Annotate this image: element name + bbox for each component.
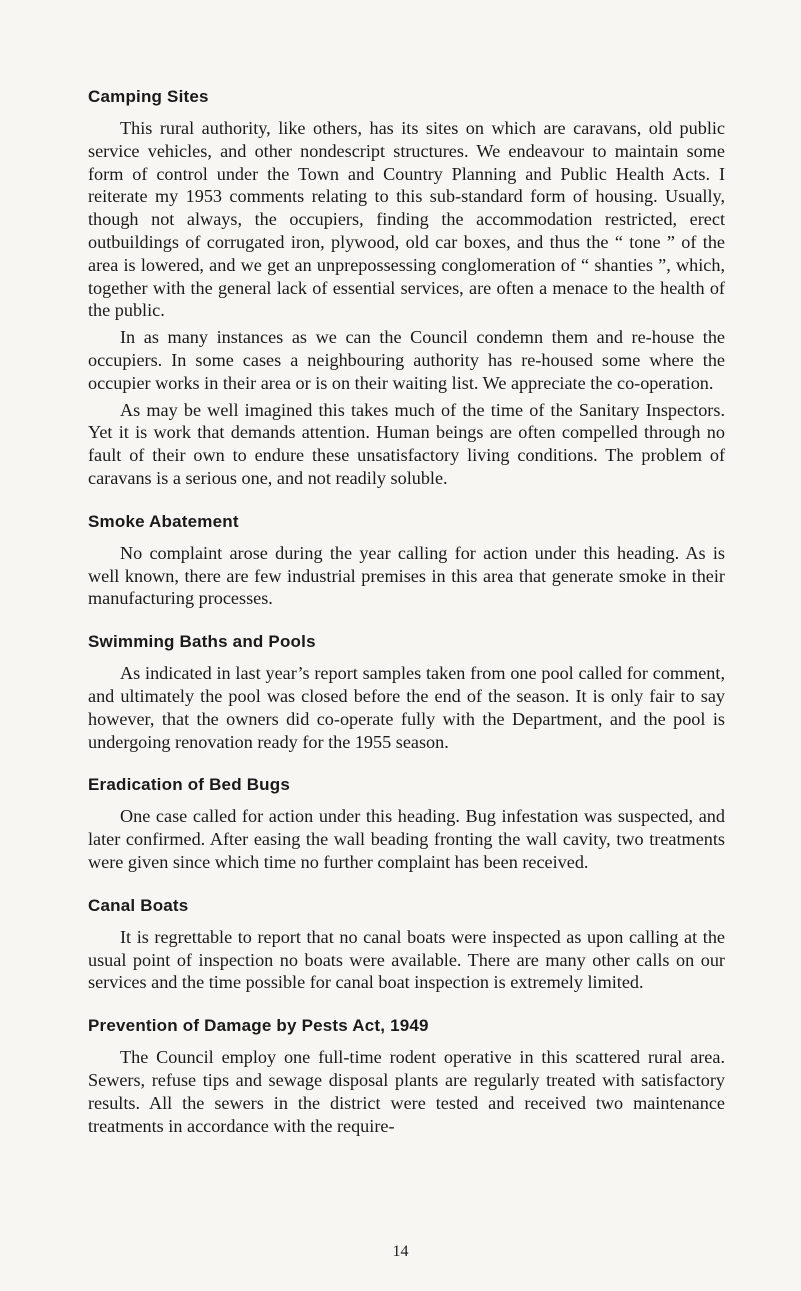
paragraph: As may be well imagined this takes much of the time of the Sanitary Inspectors. Yet it is work that demands attention. Human beings are often compelled through no fault of their own to endure these unsatisfactory living conditions. The problem of caravans is a serious one, and not readily soluble. [88, 399, 725, 488]
section-swimming-baths [88, 631, 725, 753]
paragraph: In as many instances as we can the Council condemn them and re-house the occupiers. In some cases a neighbouring authority has re-housed some where the occupier works in their area or is on their waiting list. We appreciate the co-operation. [88, 327, 725, 393]
section-canal-boats [88, 895, 725, 994]
section-heading: Canal Boats [88, 895, 189, 915]
paragraph: One case called for action under this heading. Bug infestation was suspected, and later confirmed. After easing the wall beading fronting the wall cavity, two treatments were given since which time no further complaint has been received. [88, 806, 725, 872]
section-smoke-abatement [88, 511, 725, 610]
section-pests-act [88, 1015, 725, 1137]
paragraph: The Council employ one full-time rodent operative in this scattered rural area. Sewers, refuse tips and sewage disposal plants are regularly treated with satisfactory results. All the sewers in the district were tested and received two maintenance treatments in accordance with the require- [88, 1047, 725, 1136]
paragraph: This rural authority, like others, has its sites on which are caravans, old public service vehicles, and other nondescript structures. We endeavour to maintain some form of control under the Town and Country Planning and Public Health Acts. I reiterate my 1953 comments relating to this sub-standard form of housing. Usually, though not always, the occupiers, finding the accommodation restricted, erect outbuildings of corrugated iron, plywood, old car boxes, and thus the “ tone ” of the area is lowered, and we get an unprepossessing conglomeration of “ shanties ”, which, together with the general lack of essential services, are often a menace to the health of the public. [88, 118, 725, 321]
section-heading: Prevention of Damage by Pests Act, 1949 [88, 1016, 429, 1036]
document-page [88, 86, 725, 1141]
section-heading: Smoke Abatement [88, 511, 239, 531]
paragraph: As indicated in last year’s report samples taken from one pool called for comment, and ultimately the pool was closed before the end of the season. It is only fair to say however, that the owners did co-operate fully with the Department, and the pool is undergoing renovation ready for the 1955 season. [88, 663, 725, 752]
section-heading: Camping Sites [88, 87, 209, 106]
paragraph: No complaint arose during the year calling for action under this heading. As is well known, there are few industrial premises in this area that generate smoke in their manufacturing processes. [88, 542, 725, 609]
page-number: 14 [392, 1243, 409, 1260]
section-camping-sites [88, 86, 725, 490]
paragraph: It is regrettable to report that no canal boats were inspected as upon calling at the usual point of inspection no boats were available. There are many other calls on our services and the time possible for canal boat inspection is extremely limited. [88, 926, 725, 993]
section-bed-bugs [88, 774, 725, 873]
section-heading: Swimming Baths and Pools [88, 632, 316, 652]
section-heading: Eradication of Bed Bugs [88, 775, 291, 795]
